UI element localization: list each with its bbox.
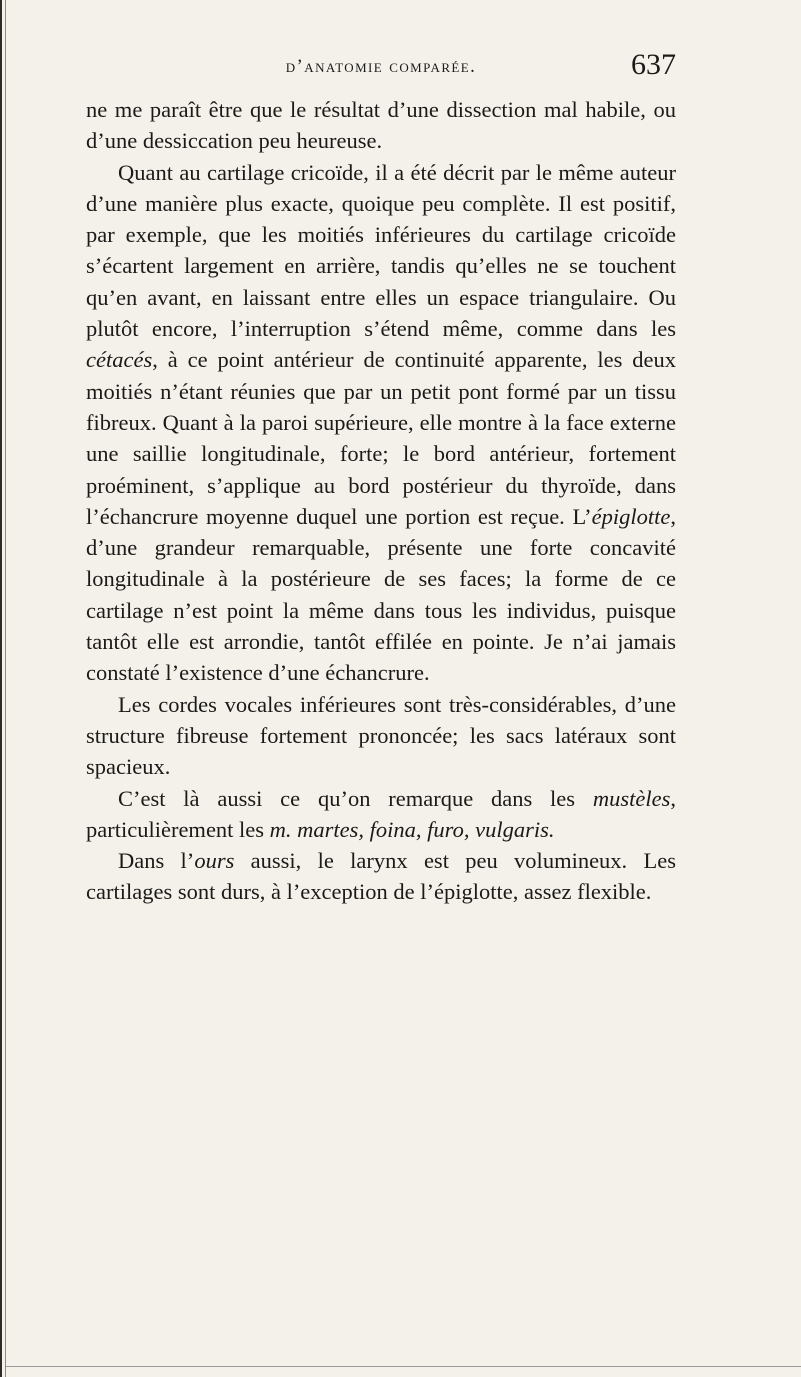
text-run: Quant au cartilage cricoïde, il a été décrit par le même auteur d’une manière plus exacte, quoique peu complète. Il est positif, par exemple, que les moitiés inférieures du cartilage cricoïde s’écartent largement en arrière, tandis qu’elles ne se touchent qu’en avant, en laissant entre elles un espace triangulaire. Ou plutôt encore, l’interruption s’étend même, comme dans les — [86, 159, 676, 342]
italic-term-ours: ours — [194, 848, 235, 874]
bottom-edge-line — [6, 1366, 801, 1367]
paragraph-ours — [86, 845, 676, 908]
text-run: C’est là aussi ce qu’on remarque dans les — [118, 785, 593, 811]
text-run: Dans l’ — [118, 848, 195, 874]
page-edge-line — [0, 0, 2, 1377]
italic-term-species: m. martes, foina, furo, vulgaris. — [269, 816, 555, 842]
paragraph-continuation — [86, 94, 676, 157]
page-edge-shadow — [5, 0, 6, 1377]
italic-term-cetaces: cétacés — [86, 347, 153, 373]
book-page — [86, 38, 676, 908]
paragraph-musteles — [86, 783, 676, 846]
body-text — [86, 94, 676, 908]
text-run: Les cordes vocales inférieures sont très-considérables, d’une structure fibreuse fortement prononcée; les sacs latéraux sont spacieux. — [86, 691, 676, 780]
text-run: , d’une grandeur remarquable, présente une forte concavité longitudinale à la postérieure de ses faces; la forme de ce cartilage n’est point la même dans tous les individus, puisque tantôt elle est arrondie, tantôt effilée en pointe. Je n’ai jamais constaté l’existence d’une échancrure. — [86, 503, 676, 686]
page-number: 637 — [631, 48, 676, 81]
paragraph-vocal-cords — [86, 689, 676, 783]
paragraph-cricoid — [86, 157, 676, 689]
page-header — [86, 38, 676, 94]
text-run: aussi, le larynx est peu volumineux. Les cartilages sont durs, à l’exception de l’épiglotte, assez flexible. — [86, 848, 676, 905]
italic-term-epiglotte: épiglotte — [591, 503, 671, 529]
italic-term-musteles: mustèles — [592, 785, 671, 811]
text-run: ne me paraît être que le résultat d’une dissection mal habile, ou d’une dessiccation peu heureuse. — [86, 97, 676, 154]
text-run: , particulièrement les — [86, 785, 676, 842]
running-head: d’anatomie comparée. — [285, 56, 477, 77]
text-run: , à ce point antérieur de continuité apparente, les deux moitiés n’étant réunies que par un petit pont formé par un tissu fibreux. Quant à la paroi supérieure, elle montre à la face externe une saillie longitudinale, forte; le bord antérieur, fortement proéminent, s’applique au bord postérieur du thyroïde, dans l’échancrure moyenne duquel une portion est reçue. L’ — [86, 347, 676, 529]
